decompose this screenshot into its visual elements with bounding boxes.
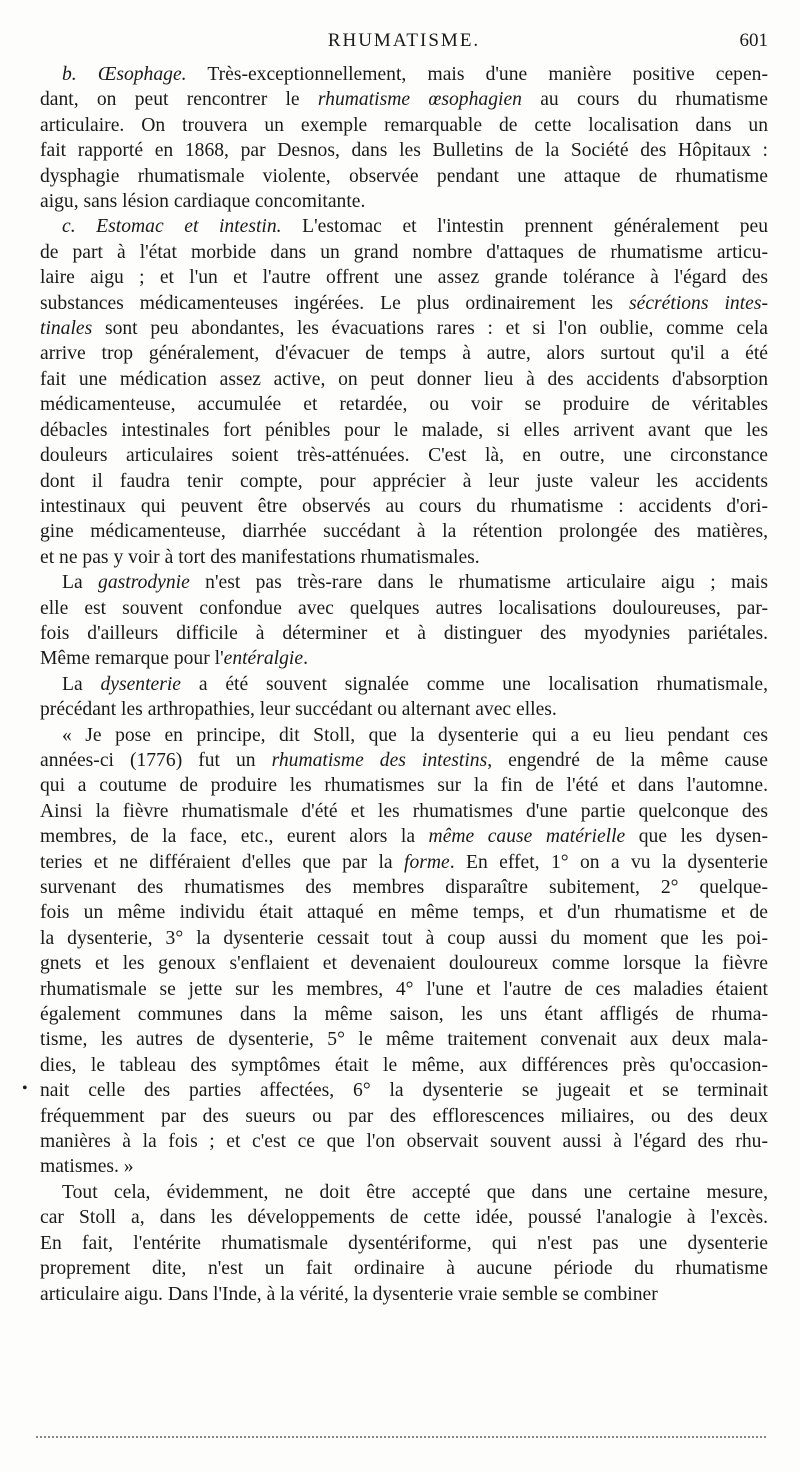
- text-run: articulaire. On trouvera un exemple remarquable de cette localisation dans un: [40, 114, 768, 136]
- text-run: fois un même individu était attaqué en même temps, et d'un rhumatisme et de: [40, 902, 768, 924]
- text-line: [40, 392, 768, 417]
- italic-text: gastrodynie: [98, 572, 190, 594]
- footer-rule: [36, 1436, 766, 1438]
- text-line: [40, 265, 768, 290]
- text-line: [40, 951, 768, 976]
- text-run: matismes. »: [40, 1156, 134, 1178]
- text-run: manières à la fois ; et c'est ce que l'on observait souvent aussi à l'égard des rhu-: [40, 1131, 768, 1153]
- paragraph: [40, 723, 768, 1180]
- text-run: débacles intestinales fort pénibles pour le malade, si elles arrivent avant que les: [40, 419, 768, 441]
- text-line: [40, 138, 768, 163]
- text-run: gine médicamenteuse, diarrhée succédant à la rétention prolongée des matières,: [40, 521, 768, 543]
- text-run: années-ci (1776) fut un: [40, 749, 272, 771]
- paragraph: [40, 672, 768, 723]
- text-run: Tout cela, évidemment, ne doit être accepté que dans une certaine mesure,: [62, 1181, 768, 1203]
- text-run: fois d'ailleurs difficile à déterminer et à distinguer des myodynies pariétales.: [40, 622, 768, 644]
- text-line: [40, 596, 768, 621]
- italic-text: b. Œsophage.: [62, 64, 187, 85]
- text-run: aigu, sans lésion cardiaque concomitante.: [40, 191, 366, 213]
- text-run: au cours du rhumatisme: [521, 89, 768, 111]
- text-run: , engendré de la même cause: [487, 749, 768, 771]
- text-run: fait une médication assez active, on peut donner lieu à des accidents d'absorption: [40, 368, 768, 390]
- text-run: Même remarque pour l': [40, 648, 224, 670]
- text-run: n'est pas très-rare dans le rhumatisme articulaire aigu ; mais: [189, 572, 768, 594]
- text-line: [40, 1154, 768, 1179]
- text-line: [40, 977, 768, 1002]
- text-run: douleurs articulaires soient très-atténuées. C'est là, en outre, une circonstance: [40, 445, 768, 467]
- text-run: L'estomac et l'intestin prennent généralement peu: [281, 216, 768, 238]
- text-run: précédant les arthropathies, leur succédant ou alternant avec elles.: [40, 699, 557, 721]
- text-line: [40, 799, 768, 824]
- italic-text: rhumatisme des intestins: [271, 749, 488, 771]
- running-head: RHUMATISME.: [327, 30, 481, 51]
- text-line: [40, 1129, 768, 1154]
- text-run: sont peu abondantes, les évacuations rares : et si l'on oublie, comme cela: [92, 318, 768, 340]
- text-line: [40, 621, 768, 646]
- text-run: tisme, les autres de dysenterie, 5° le même traitement convenait aux deux mala-: [40, 1029, 768, 1051]
- text-run: dant, on peut rencontrer le: [40, 89, 318, 111]
- text-line: [40, 545, 768, 570]
- text-line: [40, 1231, 768, 1256]
- text-line: [40, 748, 768, 773]
- text-run: intestinaux qui peuvent être observés au cours du rhumatisme : accidents d'ori-: [40, 495, 768, 517]
- text-run: . En effet, 1° on a vu la dysenterie: [449, 851, 768, 873]
- text-line: [40, 875, 768, 900]
- text-line: [40, 443, 768, 468]
- page-number: 601: [739, 30, 768, 51]
- text-line: [40, 240, 768, 265]
- text-run: articulaire aigu. Dans l'Inde, à la vérité, la dysenterie vraie semble se combiner: [40, 1283, 658, 1305]
- text-run: En fait, l'entérite rhumatismale dysentériforme, qui n'est pas une dysenterie: [40, 1232, 768, 1254]
- text-run: « Je pose en principe, dit Stoll, que la dysenterie qui a eu lieu pendant ces: [62, 724, 768, 746]
- text-line: [40, 1104, 768, 1129]
- text-line: [40, 291, 768, 316]
- text-line: [40, 697, 768, 722]
- text-run: survenant des rhumatismes des membres disparaître subitement, 2° quelque-: [40, 877, 768, 898]
- text-run: gnets et les genoux s'enflaient et devenaient douloureux comme lorsque la fièvre: [40, 953, 768, 975]
- text-run: dysphagie rhumatismale violente, observée pendant une attaque de rhumatisme: [40, 165, 768, 187]
- italic-text: forme: [404, 851, 450, 873]
- text-run: membres, de la face, etc., eurent alors la: [40, 826, 429, 848]
- text-line: [40, 1282, 768, 1307]
- text-line: [40, 570, 768, 595]
- italic-text: même cause matérielle: [428, 826, 626, 848]
- text-line: [40, 900, 768, 925]
- text-line: [40, 1256, 768, 1281]
- text-line: [40, 850, 768, 875]
- text-run: médicamenteuse, accumulée et retardée, ou voir se produire de véritables: [40, 394, 768, 416]
- text-line: [40, 672, 768, 697]
- text-line: [40, 824, 768, 849]
- text-line: [40, 469, 768, 494]
- text-run: substances médicamenteuses ingérées. Le plus ordinairement les: [40, 292, 630, 314]
- text-run: La: [62, 572, 99, 594]
- text-run: proprement dite, n'est un fait ordinaire à aucune période du rhumatisme: [40, 1258, 768, 1280]
- text-line: [40, 1002, 768, 1027]
- text-run: elle est souvent confondue avec quelques autres localisations douloureuses, par-: [40, 597, 768, 619]
- text-line: [40, 494, 768, 519]
- text-line: [40, 367, 768, 392]
- text-run: de part à l'état morbide dans un grand nombre d'attaques de rhumatisme articu-: [40, 241, 768, 263]
- text-run: fait rapporté en 1868, par Desnos, dans les Bulletins de la Société des Hôpitaux :: [40, 140, 768, 162]
- text-run: la dysenterie, 3° la dysenterie cessait tout à coup aussi du moment que les poi-: [40, 927, 768, 949]
- paragraph: [40, 570, 768, 672]
- text-line: [40, 316, 768, 341]
- margin-mark: •: [22, 1080, 28, 1097]
- text-run: Ainsi la fièvre rhumatismale d'été et les rhumatismes d'une partie quelconque des: [40, 800, 768, 822]
- paragraph: [40, 214, 768, 570]
- text-run: La: [62, 673, 101, 695]
- text-run: et ne pas y voir à tort des manifestations rhumatismales.: [40, 546, 480, 568]
- text-line: [40, 189, 768, 214]
- text-run: fréquemment par des sueurs ou par des efflorescences miliaires, ou des deux: [40, 1105, 768, 1127]
- italic-text: rhumatisme œsophagien: [317, 89, 522, 111]
- text-line: [40, 926, 768, 951]
- text-run: nait celle des parties affectées, 6° la dysenterie se jugeait et se terminait: [40, 1080, 768, 1102]
- text-line: [40, 214, 768, 239]
- text-run: également communes dans la même saison, les uns étant affligés de rhuma-: [40, 1004, 768, 1026]
- text-run: dies, le tableau des symptômes était le même, aux différences près qu'occasion-: [40, 1054, 768, 1076]
- italic-text: entéralgie: [223, 648, 304, 670]
- text-line: [40, 1053, 768, 1078]
- text-run: .: [303, 648, 308, 670]
- text-line: [40, 646, 768, 671]
- text-run: que les dysen-: [625, 826, 769, 848]
- text-run: laire aigu ; et l'un et l'autre offrent une assez grande tolérance à l'égard des: [40, 267, 768, 289]
- text-run: a été souvent signalée comme une localisation rhumatismale,: [181, 673, 768, 695]
- text-line: [40, 1078, 768, 1103]
- text-run: car Stoll a, dans les développements de cette idée, poussé l'analogie à l'excès.: [40, 1207, 768, 1229]
- text-run: rhumatismale se jette sur les membres, 4° l'une et l'autre de ces maladies étaient: [40, 978, 768, 1000]
- text-line: [40, 87, 768, 112]
- text-line: [40, 113, 768, 138]
- text-line: [40, 62, 768, 87]
- text-run: qui a coutume de produire les rhumatismes sur la fin de l'été et dans l'automne.: [40, 775, 768, 797]
- text-run: teries et ne différaient d'elles que par la: [40, 851, 404, 873]
- body-text: [40, 62, 768, 1307]
- italic-text: dysenterie: [100, 673, 182, 695]
- paragraph: [40, 1180, 768, 1307]
- italic-text: sécrétions intes-: [629, 292, 768, 314]
- text-line: [40, 341, 768, 366]
- italic-text: tinales: [40, 318, 93, 340]
- text-line: [40, 1180, 768, 1205]
- text-line: [40, 1027, 768, 1052]
- text-run: Très-exceptionnellement, mais d'une manière positive cepen-: [186, 64, 768, 85]
- text-line: [40, 418, 768, 443]
- text-line: [40, 1205, 768, 1230]
- italic-text: c. Estomac et intestin.: [62, 216, 282, 238]
- text-line: [40, 519, 768, 544]
- page-header: [40, 30, 768, 54]
- text-line: [40, 164, 768, 189]
- text-run: arrive trop généralement, d'évacuer de temps à autre, alors surtout qu'il a été: [40, 343, 768, 365]
- paragraph: [40, 62, 768, 214]
- text-line: [40, 723, 768, 748]
- text-line: [40, 773, 768, 798]
- text-run: dont il faudra tenir compte, pour apprécier à leur juste valeur les accidents: [40, 470, 768, 492]
